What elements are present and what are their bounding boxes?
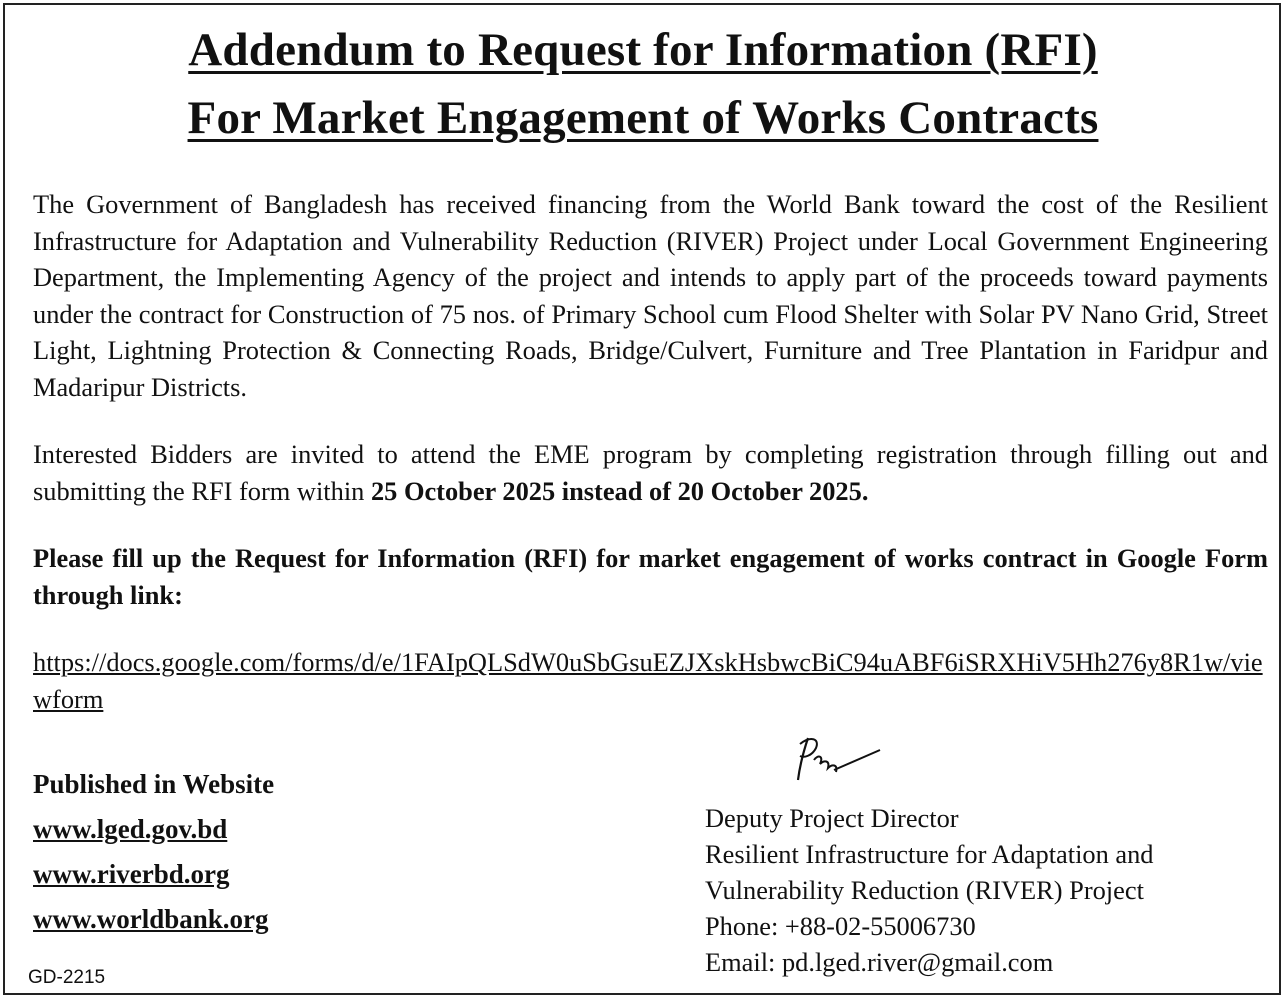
deadline-date: 25 October 2025 instead of 20 October 2025.: [370, 475, 869, 506]
contact-project-line2: Vulnerability Reduction (RIVER) Project: [705, 875, 1144, 905]
website-link-riverbd[interactable]: www.riverbd.org: [33, 859, 230, 889]
website-link-worldbank[interactable]: www.worldbank.org: [33, 904, 269, 934]
contact-project-line1: Resilient Infrastructure for Adaptation and: [705, 839, 1154, 869]
reference-code: GD-2215: [28, 967, 106, 988]
contact-designation: Deputy Project Director: [705, 803, 959, 833]
deadline-text: Interested Bidders are invited to attend the EME program by completing registration through filling out and submitting the RFI form within: [33, 439, 1268, 506]
rfi-instruction: Please fill up the Request for Information (RFI) for market engagement of works contract in Google Form through link:: [33, 543, 1268, 610]
notice-title-line2: For Market Engagement of Works Contracts: [187, 92, 1099, 144]
contact-block: [705, 800, 1154, 980]
contact-email[interactable]: Email: pd.lged.river@gmail.com: [705, 947, 1054, 977]
website-link-lged[interactable]: www.lged.gov.bd: [33, 814, 228, 844]
deadline-paragraph: [33, 436, 1268, 509]
contact-phone: Phone: +88-02-55006730: [705, 911, 976, 941]
notice-title-line1: Addendum to Request for Information (RFI): [188, 24, 1098, 76]
google-form-link[interactable]: https://docs.google.com/forms/d/e/1FAIpQLSdW0uSbGsuEZJXskHsbwcBiC94uABF6iSRXHiV5Hh276y8R1w/viewform: [33, 647, 1263, 714]
financing-paragraph: The Government of Bangladesh has received financing from the World Bank toward the cost of the Resilient Infrastructure for Adaptation and Vulnerability Reduction (RIVER) Project under Local Government Engineering Department, the Implementing Agency of the project and intends to apply part of the proceeds toward payments under the contract for Construction of 75 nos. of Primary School cum Flood Shelter with Solar PV Nano Grid, Street Light, Lightning Protection & Connecting Roads, Bridge/Culvert, Furniture and Tree Plantation in Faridpur and Madaripur Districts.: [33, 189, 1268, 402]
published-heading: Published in Website: [33, 769, 275, 799]
signature-image: [790, 730, 900, 790]
